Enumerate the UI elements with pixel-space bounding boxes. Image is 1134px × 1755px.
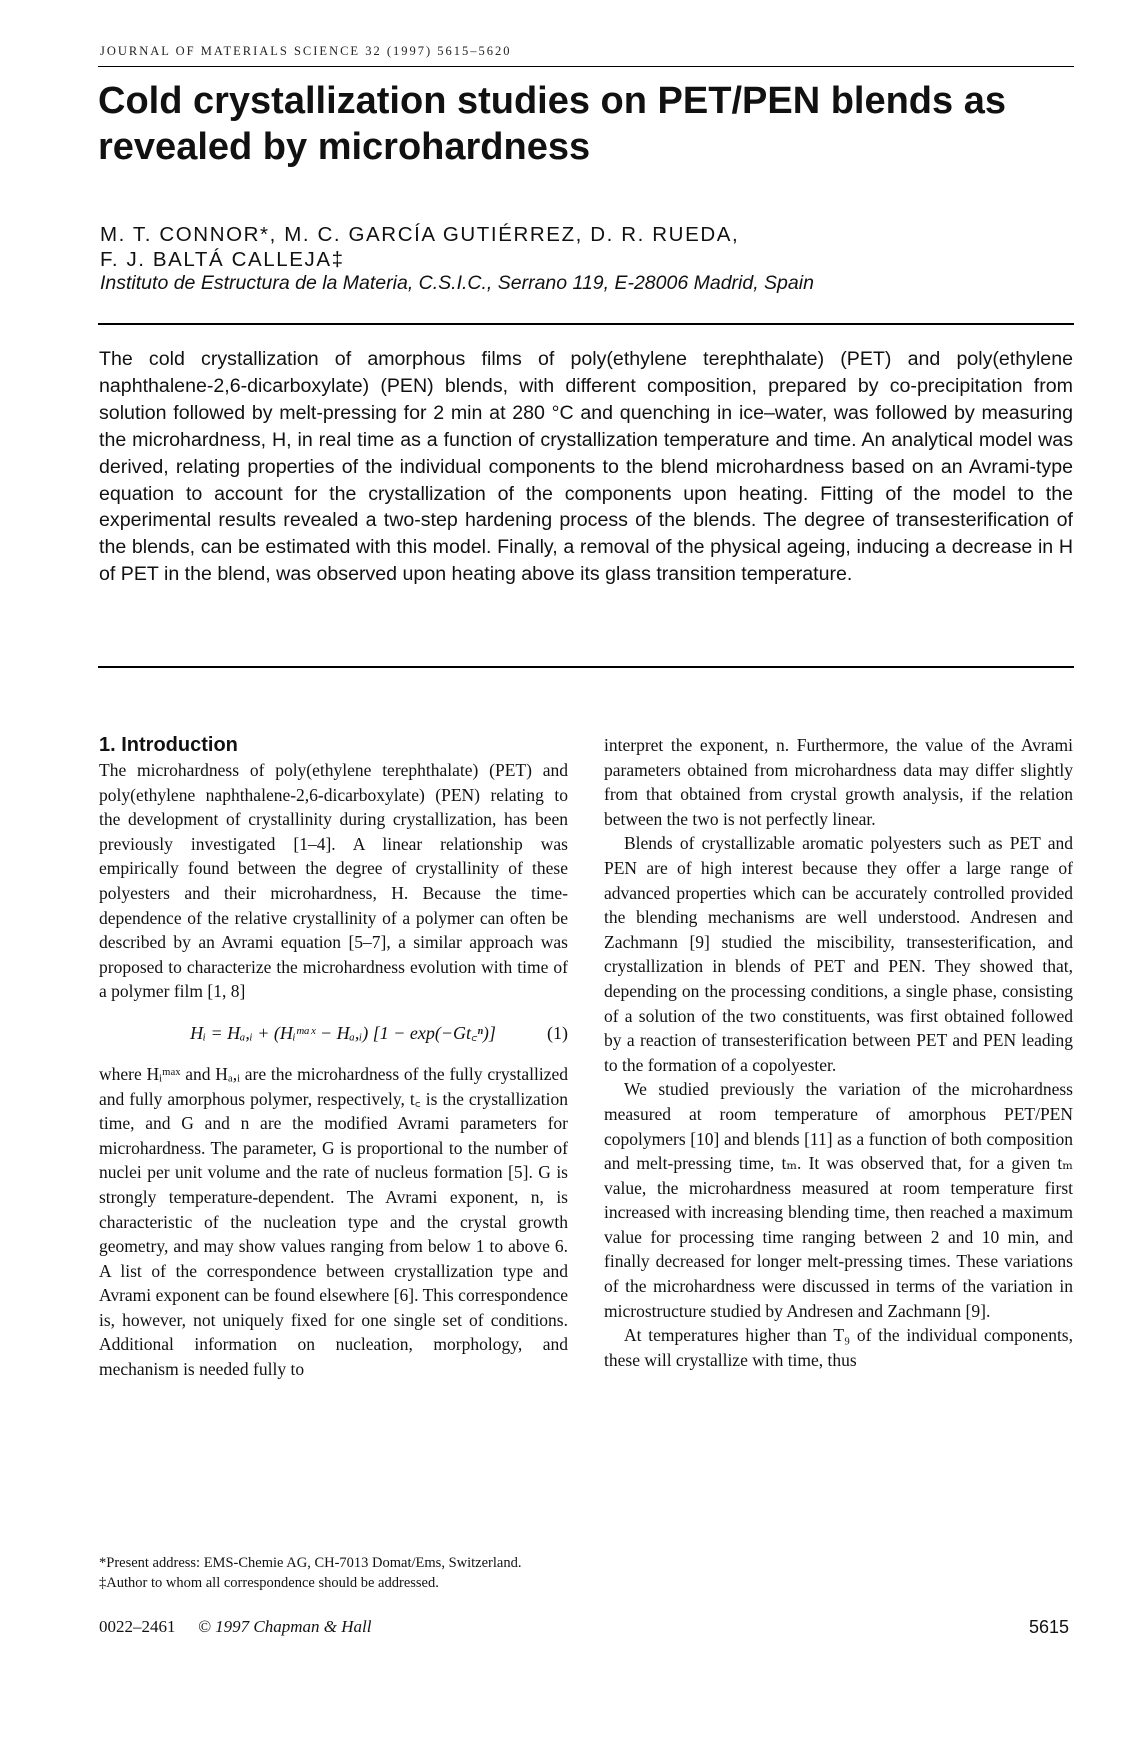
abstract-top-rule [98, 323, 1074, 325]
equation-1 [99, 1008, 568, 1058]
page-number: 5615 [1029, 1617, 1070, 1637]
publication-info [99, 1617, 371, 1637]
abstract-bottom-rule [98, 666, 1074, 668]
equation-number: (1) [547, 1022, 568, 1043]
affiliation: Instituto de Estructura de la Materia, C.S.I.C., Serrano 119, E-28006 Madrid, Spain [100, 272, 814, 294]
authors-line-1: M. T. CONNOR*, M. C. GARCÍA GUTIÉRREZ, D. R. RUEDA, [100, 223, 740, 246]
author-block [100, 222, 739, 272]
article-title: Cold crystallization studies on PET/PEN blends as revealed by microhardness [98, 80, 1006, 168]
paragraph: where Hᵢᵐᵃˣ and Hₐ,ᵢ are the microhardness of the fully crystallized and fully amorphous polymer, respectively, t꜀ is the crystallization time, and G and n are the modified Avrami parameters for microhardness. The parameter, G is proportional to the number of nuclei per unit volume and the rate of nucleus formation [5]. G is strongly temperature-dependent. The Avrami exponent, n, is characteristic of the nucleation type and the crystal growth geometry, and may show values ranging from below 1 to above 6. A list of the correspondence between crystallization type and Avrami exponent can be found elsewhere [6]. This correspondence is, however, not uniquely fixed for one single set of conditions. Additional information on nucleation, morphology, and mechanism is needed fully to [99, 1063, 568, 1380]
paragraph: Blends of crystallizable aromatic polyesters such as PET and PEN are of high interest because they offer a large range of advanced properties which can be accurately controlled provided the blending mechanisms are well understood. Andresen and Zachmann [9] studied the miscibility, transesterification, and crystallization in blends of PET and PEN. They showed that, depending on the processing conditions, a single phase, consisting of a solution of the two constituents, was first obtained followed by a reaction of transesterification between PET and PEN leading to the formation of a copolyester. [604, 833, 1073, 1075]
issn: 0022–2461 [99, 1617, 176, 1636]
running-head: JOURNAL OF MATERIALS SCIENCE 32 (1997) 5615–5620 [100, 44, 512, 58]
footnote-correspondence: ‡Author to whom all correspondence should be addressed. [99, 1574, 439, 1591]
copyright: © 1997 Chapman & Hall [198, 1617, 372, 1636]
authors-line-2: F. J. BALTÁ CALLEJA‡ [100, 248, 345, 271]
paragraph: interpret the exponent, n. Furthermore, the value of the Avrami parameters obtained from microhardness data may differ slightly from that obtained from crystal growth analysis, if the relation between the two is not perfectly linear. [604, 735, 1073, 829]
footnotes [99, 1554, 799, 1593]
paragraph: We studied previously the variation of the microhardness measured at room temperature of amorphous PET/PEN copolymers [10] and blends [11] as a function of both composition and melt-pressing time, tₘ. It was observed that, for a given tₘ value, the microhardness measured at room temperature first increased with increasing blending time, then reached a maximum value for processing time ranging between 2 and 10 min, and finally decreased for longer melt-pressing times. These variations of the microhardness were discussed in terms of the variation in microstructure studied by Andresen and Zachmann [9]. [604, 1079, 1073, 1321]
top-rule [98, 66, 1074, 67]
right-column [604, 733, 1073, 1372]
footnote-present-address: *Present address: EMS-Chemie AG, CH-7013 Domat/Ems, Switzerland. [99, 1555, 522, 1571]
section-heading: 1. Introduction [99, 734, 238, 756]
equation-body: Hᵢ = Hₐ,ᵢ + (Hᵢᵐᵃˣ − Hₐ,ᵢ) [1 − exp(−Gt꜀ⁿ)] [190, 1022, 496, 1043]
paragraph: At temperatures higher than T₉ of the individual components, these will crystallize with time, thus [604, 1325, 1073, 1370]
left-column [99, 733, 568, 1382]
abstract: The cold crystallization of amorphous films of poly(ethylene terephthalate) (PET) and poly(ethylene naphthalene-2,6-dicarboxylate) (PEN) blends, with different composition, prepared by co-precipitation from solution followed by melt-pressing for 2 min at 280 °C and quenching in ice–water, was followed by measuring the microhardness, H, in real time as a function of crystallization temperature and time. An analytical model was derived, relating properties of the individual components to the blend microhardness based on an Avrami-type equation to account for the crystallization of the components upon heating. Fitting of the model to the experimental results revealed a two-step hardening process of the blends. The degree of transesterification of the blends, can be estimated with this model. Finally, a removal of the physical ageing, inducing a decrease in H of PET in the blend, was observed upon heating above its glass transition temperature. [99, 348, 1073, 586]
paragraph: The microhardness of poly(ethylene terephthalate) (PET) and poly(ethylene naphthalene-2,6-dicarboxylate) (PEN) relating to the development of crystallinity during crystallization, has been previously investigated [1–4]. A linear relationship was empirically found between the degree of crystallinity of these polyesters and their microhardness, H. Because the time-dependence of the relative crystallinity of a polymer can often be described by an Avrami equation [5–7], a similar approach was proposed to characterize the microhardness evolution with time of a polymer film [1, 8] [99, 760, 568, 1002]
